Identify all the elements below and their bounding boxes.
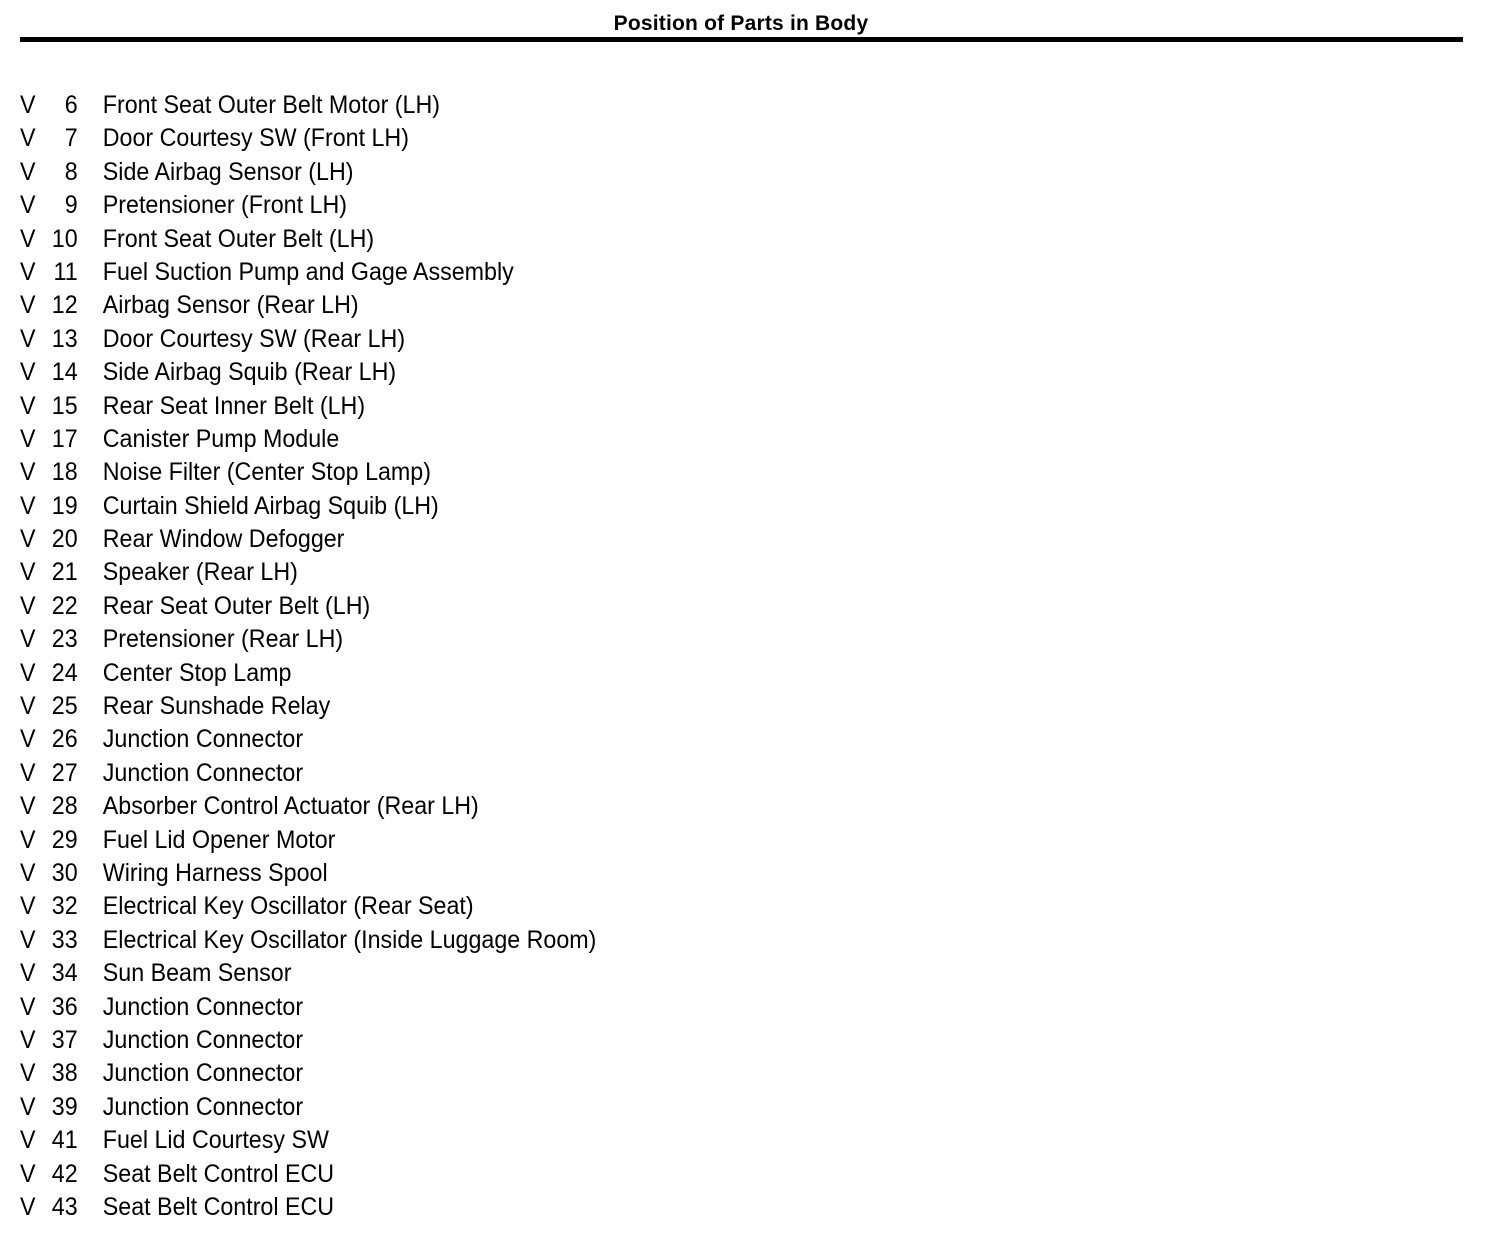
part-row	[20, 289, 596, 322]
part-prefix: V	[20, 658, 36, 687]
part-row	[20, 89, 596, 122]
part-number: 24	[51, 658, 78, 687]
part-row	[20, 690, 596, 723]
part-number: 41	[51, 1126, 78, 1155]
part-row	[20, 790, 596, 823]
part-name: Speaker (Rear LH)	[102, 558, 298, 587]
part-name: Rear Seat Outer Belt (LH)	[102, 591, 371, 620]
part-number: 33	[51, 925, 78, 954]
part-name: Rear Seat Inner Belt (LH)	[102, 391, 366, 420]
part-number: 15	[51, 391, 78, 420]
part-row	[20, 890, 596, 923]
part-row	[20, 590, 596, 623]
part-name: Rear Window Defogger	[102, 525, 345, 554]
part-name: Side Airbag Sensor (LH)	[102, 157, 354, 186]
part-row	[20, 423, 596, 456]
part-prefix: V	[20, 825, 36, 854]
part-name: Door Courtesy SW (Front LH)	[102, 124, 409, 153]
part-row	[20, 456, 596, 489]
part-name: Pretensioner (Front LH)	[102, 191, 347, 220]
part-number: 38	[51, 1059, 78, 1088]
part-number: 10	[51, 224, 78, 253]
part-number: 26	[51, 725, 78, 754]
part-row	[20, 924, 596, 957]
part-prefix: V	[20, 558, 36, 587]
part-number: 25	[51, 692, 78, 721]
part-prefix: V	[20, 291, 36, 320]
part-name: Airbag Sensor (Rear LH)	[102, 291, 359, 320]
part-number: 39	[51, 1092, 78, 1121]
part-number: 8	[64, 157, 78, 186]
part-number: 23	[51, 625, 78, 654]
part-name: Fuel Lid Opener Motor	[102, 825, 336, 854]
part-prefix: V	[20, 91, 36, 119]
part-prefix: V	[20, 925, 36, 954]
part-number: 27	[51, 758, 78, 787]
part-prefix: V	[20, 458, 36, 487]
part-row	[20, 1191, 596, 1224]
part-row	[20, 623, 596, 656]
part-prefix: V	[20, 424, 36, 453]
part-number: 6	[64, 91, 78, 119]
part-prefix: V	[20, 191, 36, 220]
part-row	[20, 723, 596, 756]
part-prefix: V	[20, 959, 36, 988]
part-name: Junction Connector	[102, 1025, 304, 1054]
parts-list	[20, 89, 640, 1224]
part-prefix: V	[20, 858, 36, 887]
part-number: 20	[51, 525, 78, 554]
part-number: 18	[51, 458, 78, 487]
part-name: Rear Sunshade Relay	[102, 692, 331, 721]
part-number: 30	[51, 858, 78, 887]
part-prefix: V	[20, 1092, 36, 1121]
part-name: Fuel Suction Pump and Gage Assembly	[102, 257, 514, 286]
part-name: Wiring Harness Spool	[102, 858, 328, 887]
part-number: 13	[51, 324, 78, 353]
part-number: 36	[51, 992, 78, 1021]
part-name: Junction Connector	[102, 725, 304, 754]
part-name: Junction Connector	[102, 1059, 304, 1088]
part-prefix: V	[20, 391, 36, 420]
part-name: Pretensioner (Rear LH)	[102, 625, 344, 654]
part-number: 32	[51, 892, 78, 921]
part-number: 42	[51, 1159, 78, 1188]
part-row	[20, 122, 596, 155]
part-row	[20, 556, 596, 589]
part-name: Absorber Control Actuator (Rear LH)	[102, 792, 479, 821]
part-name: Seat Belt Control ECU	[102, 1192, 335, 1221]
part-name: Front Seat Outer Belt Motor (LH)	[102, 91, 441, 119]
part-prefix: V	[20, 324, 36, 353]
part-row	[20, 657, 596, 690]
part-row	[20, 1158, 596, 1191]
part-name: Side Airbag Squib (Rear LH)	[102, 358, 397, 387]
part-prefix: V	[20, 892, 36, 921]
part-name: Junction Connector	[102, 1092, 304, 1121]
part-name: Door Courtesy SW (Rear LH)	[102, 324, 406, 353]
part-prefix: V	[20, 224, 36, 253]
part-row	[20, 1057, 596, 1090]
part-number: 21	[51, 558, 78, 587]
part-row	[20, 857, 596, 890]
part-number: 7	[64, 124, 78, 153]
part-row	[20, 189, 596, 222]
part-number: 19	[51, 491, 78, 520]
part-name: Canister Pump Module	[102, 424, 340, 453]
title-divider	[20, 37, 1463, 42]
part-name: Curtain Shield Airbag Squib (LH)	[102, 491, 439, 520]
part-number: 29	[51, 825, 78, 854]
part-prefix: V	[20, 992, 36, 1021]
part-name: Sun Beam Sensor	[102, 959, 292, 988]
part-row	[20, 1091, 596, 1124]
part-row	[20, 390, 596, 423]
part-name: Front Seat Outer Belt (LH)	[102, 224, 375, 253]
part-prefix: V	[20, 157, 36, 186]
part-number: 14	[51, 358, 78, 387]
part-row	[20, 824, 596, 857]
part-prefix: V	[20, 591, 36, 620]
part-name: Seat Belt Control ECU	[102, 1159, 335, 1188]
part-prefix: V	[20, 124, 36, 153]
part-row	[20, 323, 596, 356]
part-prefix: V	[20, 1192, 36, 1221]
part-row	[20, 256, 596, 289]
part-number: 17	[51, 424, 78, 453]
part-name: Junction Connector	[102, 758, 304, 787]
part-prefix: V	[20, 1126, 36, 1155]
part-row	[20, 991, 596, 1024]
part-prefix: V	[20, 692, 36, 721]
part-number: 37	[51, 1025, 78, 1054]
part-row	[20, 757, 596, 790]
part-name: Electrical Key Oscillator (Rear Seat)	[102, 892, 474, 921]
part-name: Noise Filter (Center Stop Lamp)	[102, 458, 431, 487]
part-row	[20, 1124, 596, 1157]
part-name: Center Stop Lamp	[102, 658, 292, 687]
part-row	[20, 523, 596, 556]
part-prefix: V	[20, 625, 36, 654]
part-prefix: V	[20, 1025, 36, 1054]
part-number: 28	[51, 792, 78, 821]
part-name: Junction Connector	[102, 992, 304, 1021]
part-prefix: V	[20, 1059, 36, 1088]
part-prefix: V	[20, 725, 36, 754]
page-title: Position of Parts in Body	[613, 12, 869, 35]
part-row	[20, 490, 596, 523]
part-prefix: V	[20, 1159, 36, 1188]
part-number: 34	[51, 959, 78, 988]
part-row	[20, 156, 596, 189]
part-prefix: V	[20, 758, 36, 787]
part-row	[20, 1024, 596, 1057]
part-row	[20, 957, 596, 990]
part-prefix: V	[20, 358, 36, 387]
part-number: 22	[51, 591, 78, 620]
part-name: Electrical Key Oscillator (Inside Luggage Room)	[102, 925, 597, 954]
part-number: 43	[51, 1192, 78, 1221]
part-row	[20, 356, 596, 389]
part-number: 12	[51, 291, 78, 320]
part-prefix: V	[20, 491, 36, 520]
part-number: 11	[53, 257, 78, 286]
part-prefix: V	[20, 525, 36, 554]
part-name: Fuel Lid Courtesy SW	[102, 1126, 329, 1155]
part-prefix: V	[20, 792, 36, 821]
part-prefix: V	[20, 257, 36, 286]
part-number: 9	[64, 191, 78, 220]
part-row	[20, 223, 596, 256]
